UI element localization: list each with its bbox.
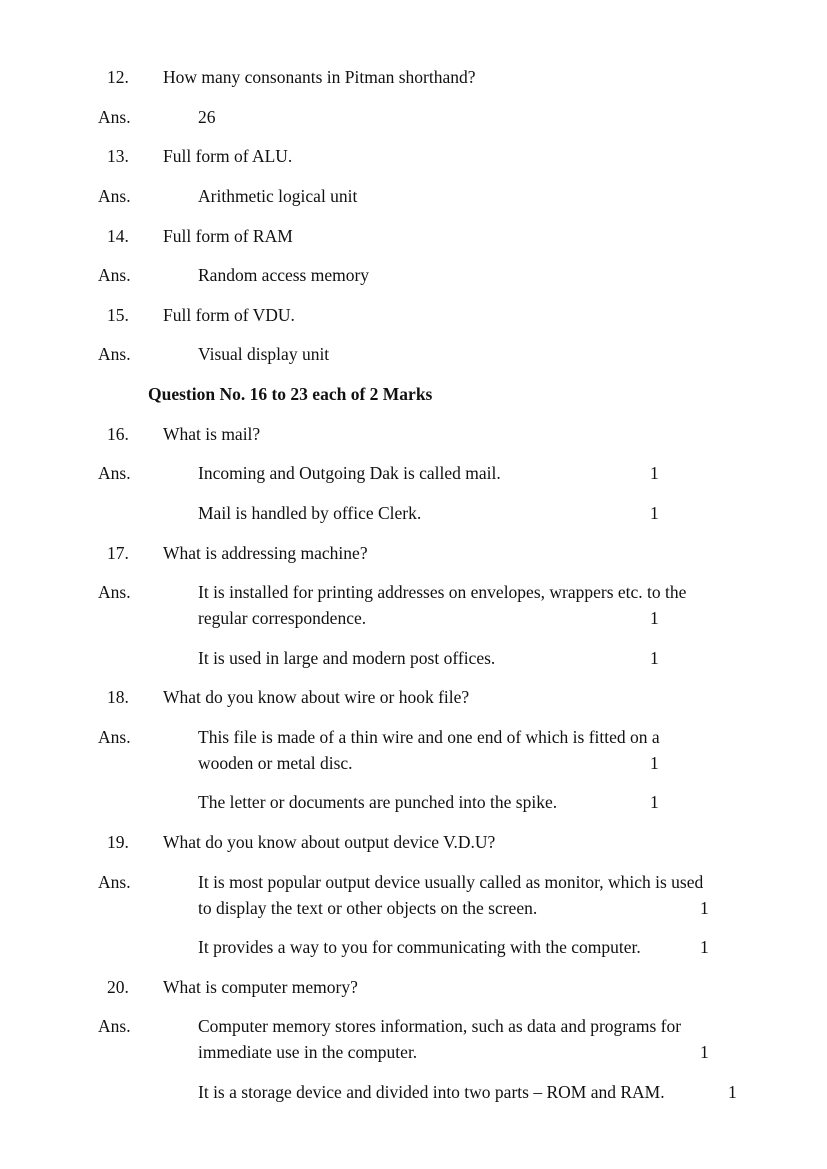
question-number: 16.	[107, 424, 129, 444]
answer-text: It is most popular output device usually called as monitor, which is used	[198, 872, 704, 892]
answer-text: Mail is handled by office Clerk.	[198, 503, 422, 523]
answer-text: The letter or documents are punched into the spike.	[198, 792, 558, 812]
answer-label: Ans.	[98, 1016, 131, 1036]
mark-value: 1	[700, 1042, 709, 1062]
mark-value: 1	[650, 463, 659, 483]
answer-text: It is used in large and modern post offices.	[198, 648, 496, 668]
answer-text: wooden or metal disc.	[198, 753, 353, 773]
question-text: What do you know about wire or hook file?	[163, 687, 470, 707]
answer-text: It provides a way to you for communicating with the computer.	[198, 937, 641, 957]
question-number: 14.	[107, 226, 129, 246]
answer-label: Ans.	[98, 344, 131, 364]
question-number: 17.	[107, 543, 129, 563]
question-text: Full form of VDU.	[163, 305, 295, 325]
question-text: How many consonants in Pitman shorthand?	[163, 67, 476, 87]
answer-text: Random access memory	[198, 265, 370, 285]
question-text: Full form of RAM	[163, 226, 293, 246]
mark-value: 1	[650, 648, 659, 668]
question-text: Full form of ALU.	[163, 146, 293, 166]
answer-text: regular correspondence.	[198, 608, 367, 628]
answer-text: It is installed for printing addresses on envelopes, wrappers etc. to the	[198, 582, 687, 602]
mark-value: 1	[650, 608, 659, 628]
answer-text: Computer memory stores information, such as data and programs for	[198, 1016, 682, 1036]
mark-value: 1	[650, 792, 659, 812]
mark-value: 1	[650, 503, 659, 523]
mark-value: 1	[700, 898, 709, 918]
answer-label: Ans.	[98, 265, 131, 285]
question-text: What is computer memory?	[163, 977, 358, 997]
section-heading: Question No. 16 to 23 each of 2 Marks	[148, 384, 433, 404]
answer-text: It is a storage device and divided into two parts – ROM and RAM.	[198, 1082, 665, 1102]
answer-text: immediate use in the computer.	[198, 1042, 418, 1062]
answer-label: Ans.	[98, 107, 131, 127]
mark-value: 1	[728, 1082, 737, 1102]
answer-text: 26	[198, 107, 216, 127]
answer-text: Visual display unit	[198, 344, 330, 364]
answer-label: Ans.	[98, 186, 131, 206]
answer-text: Incoming and Outgoing Dak is called mail.	[198, 463, 501, 483]
answer-text: to display the text or other objects on the screen.	[198, 898, 538, 918]
question-number: 18.	[107, 687, 129, 707]
question-number: 13.	[107, 146, 129, 166]
answer-label: Ans.	[98, 582, 131, 602]
question-number: 19.	[107, 832, 129, 852]
question-number: 12.	[107, 67, 129, 87]
answer-label: Ans.	[98, 463, 131, 483]
question-number: 20.	[107, 977, 129, 997]
question-number: 15.	[107, 305, 129, 325]
question-text: What do you know about output device V.D.U?	[163, 832, 496, 852]
answer-label: Ans.	[98, 727, 131, 747]
question-text: What is mail?	[163, 424, 261, 444]
mark-value: 1	[650, 753, 659, 773]
question-text: What is addressing machine?	[163, 543, 368, 563]
answer-label: Ans.	[98, 872, 131, 892]
mark-value: 1	[700, 937, 709, 957]
answer-text: This file is made of a thin wire and one end of which is fitted on a	[198, 727, 660, 747]
answer-text: Arithmetic logical unit	[198, 186, 358, 206]
